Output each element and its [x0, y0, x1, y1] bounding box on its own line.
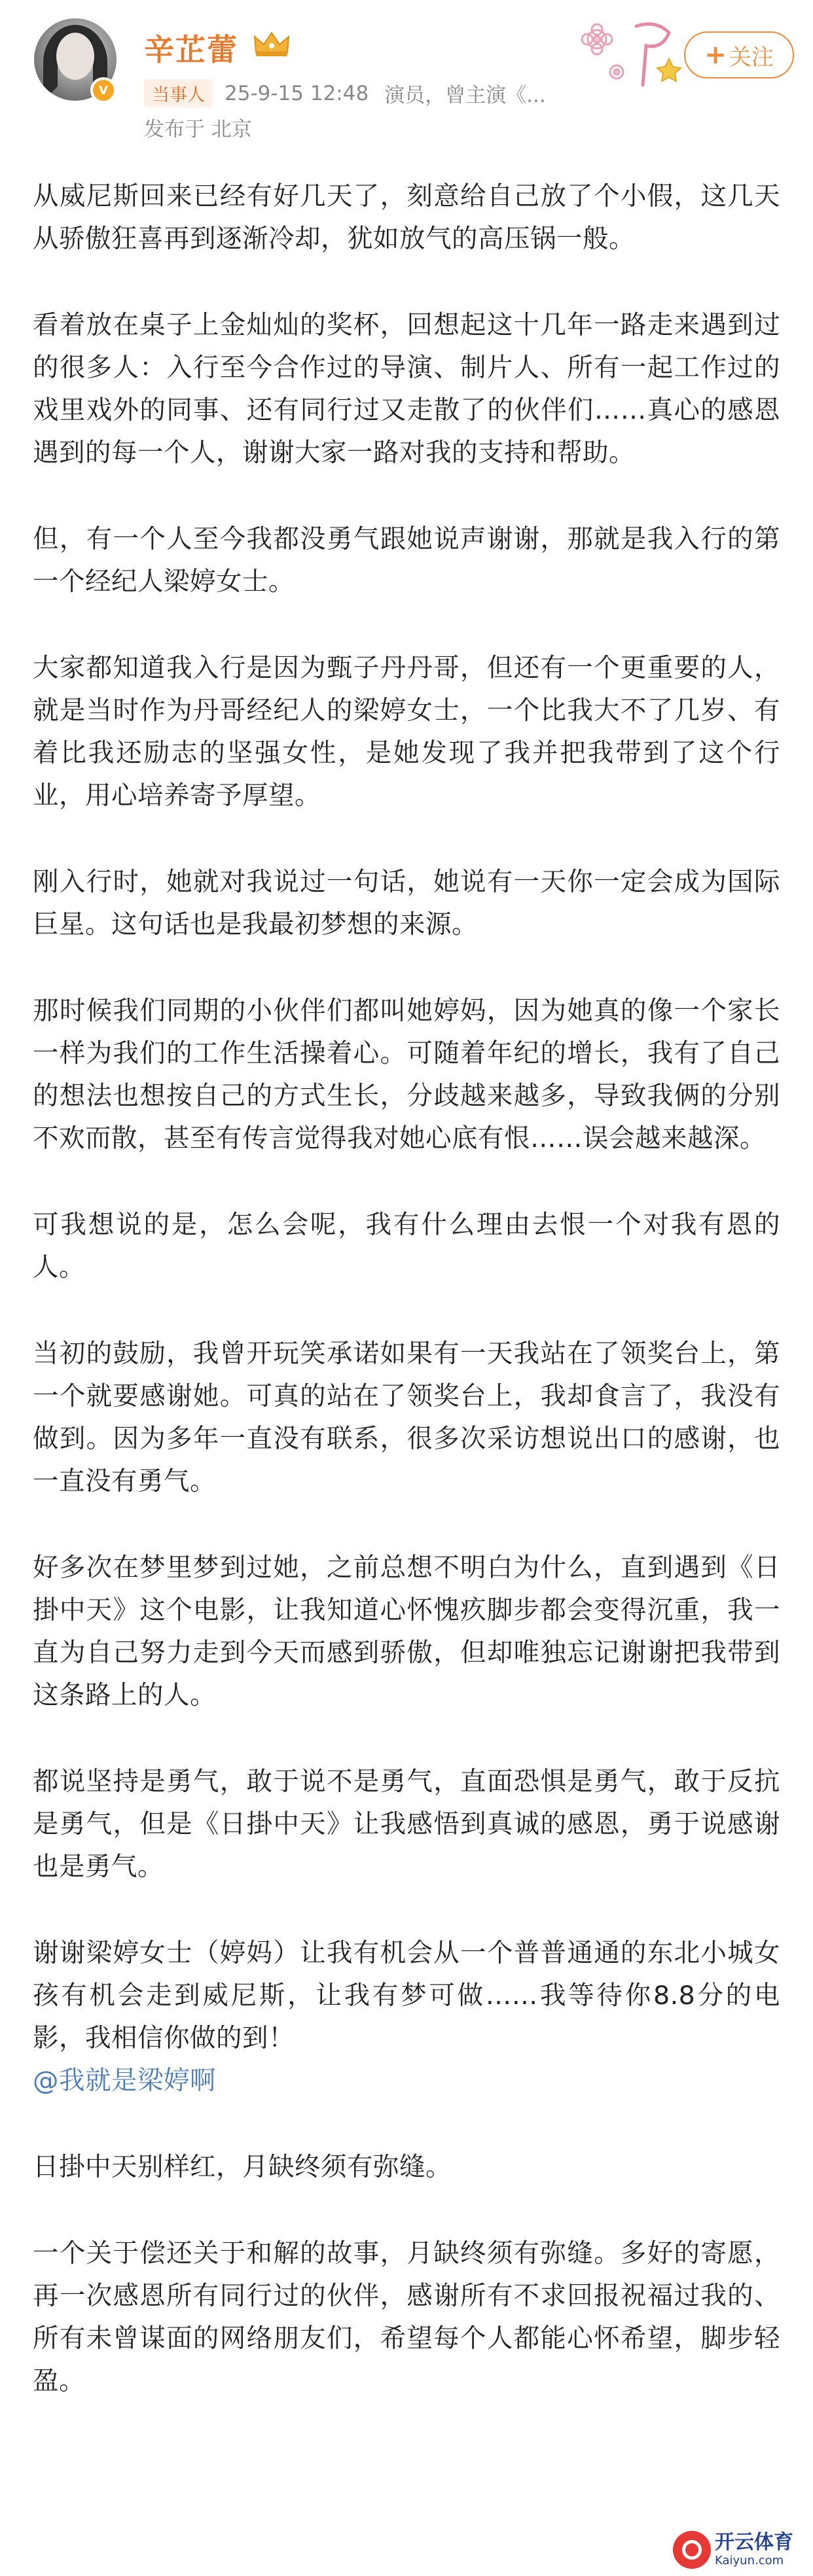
post-paragraph: 那时候我们同期的小伙伴们都叫她婷妈，因为她真的像一个家长一样为我们的工作生活操着心。可随着年纪的增长，我有了自己的想法也想按自己的方式生长，分歧越来越多，导致我俩的分别不欢而散，甚至有传言觉得我对她心底有恨……误会越来越深。 [33, 996, 780, 1154]
follow-label: 关注 [729, 44, 774, 71]
post-paragraph: 谢谢梁婷女士（婷妈）让我有机会从一个普普通通的东北小城女孩有机会走到威尼斯，让我有梦可做……我等待你8.8分的电影，我相信你做的到！ [33, 1938, 780, 2053]
post-paragraph: 可我想说的是，怎么会呢，我有什么理由去恨一个对我有恩的人。 [33, 1210, 780, 1282]
post-paragraph: 一个关于偿还关于和解的故事，月缺终须有弥缝。多好的寄愿，再一次感恩所有同行过的伙伴，感谢所有不求回报祝福过我的、所有未曾谋面的网络朋友们，希望每个人都能心怀希望，脚步轻盈。 [33, 2238, 780, 2396]
crown-icon [252, 30, 291, 58]
post-paragraph: 日掛中天别样红，月缺终须有弥缝。 [33, 2152, 452, 2182]
watermark [673, 2526, 810, 2574]
avatar-face [56, 33, 94, 80]
post-paragraph: 好多次在梦里梦到过她，之前总想不明白为什么，直到遇到《日掛中天》这个电影，让我知道心怀愧疚脚步都会变得沉重，我一直为自己努力走到今天而感到骄傲，但却唯独忘记谢谢把我带到这条路上的人。 [33, 1553, 780, 1710]
verified-badge-icon: V [90, 77, 117, 103]
post-body [33, 175, 780, 2446]
post-paragraph: 看着放在桌子上金灿灿的奖杯，回想起这十几年一路走来遇到过的很多人：入行至今合作过的导演、制片人、所有一起工作过的戏里戏外的同事、还有同行过又走散了的伙伴们……真心的感恩遇到的每一个人，谢谢大家一路对我的支持和帮助。 [33, 310, 780, 468]
post-meta [144, 79, 546, 108]
post-paragraph: 都说坚持是勇气，敢于说不是勇气，直面恐惧是勇气，敢于反抗是勇气，但是《日掛中天》让我感悟到真诚的感恩，勇于说感谢也是勇气。 [33, 1767, 780, 1882]
watermark-name-en: Kaiyun.com [715, 2554, 784, 2567]
username[interactable]: 辛芷蕾 [144, 32, 238, 67]
post-paragraph: 当初的鼓励，我曾开玩笑承诺如果有一天我站在了领奖台上，第一个就要感谢她。可真的站在了领奖台上，我却食言了，我没有做到。因为多年一直没有联系，很多次采访想说出口的感谢，也一直没有勇气。 [33, 1339, 780, 1496]
user-description: 演员，曾主演《... [384, 84, 546, 107]
role-tag: 当事人 [144, 79, 213, 107]
decorative-sticker-icon [571, 13, 702, 98]
follow-button[interactable] [684, 31, 794, 79]
post-time: 25-9-15 12:48 [225, 81, 369, 105]
post-paragraph: 从威尼斯回来已经有好几天了，刻意给自己放了个小假，这几天从骄傲狂喜再到逐渐冷却，犹如放气的高压锅一般。 [33, 181, 780, 254]
post-paragraph: 刚入行时，她就对我说过一句话，她说有一天你一定会成为国际巨星。这句话也是我最初梦想的来源。 [33, 867, 780, 940]
plus-icon: + [704, 40, 727, 70]
watermark-text [715, 2533, 793, 2567]
watermark-logo-icon [673, 2531, 711, 2569]
watermark-name-cn: 开云体育 [715, 2531, 793, 2554]
post-location: 发布于 北京 [144, 118, 252, 141]
post-paragraph: 但，有一个人至今我都没勇气跟她说声谢谢，那就是我入行的第一个经纪人梁婷女士。 [33, 524, 780, 597]
post-paragraph: 大家都知道我入行是因为甄子丹丹哥，但还有一个更重要的人，就是当时作为丹哥经纪人的梁婷女士，一个比我大不了几岁、有着比我还励志的坚强女性，是她发现了我并把我带到了这个行业，用心培养寄予厚望。 [33, 653, 780, 811]
post-header [0, 0, 813, 164]
mention-link[interactable]: @我就是梁婷啊 [33, 2066, 216, 2096]
